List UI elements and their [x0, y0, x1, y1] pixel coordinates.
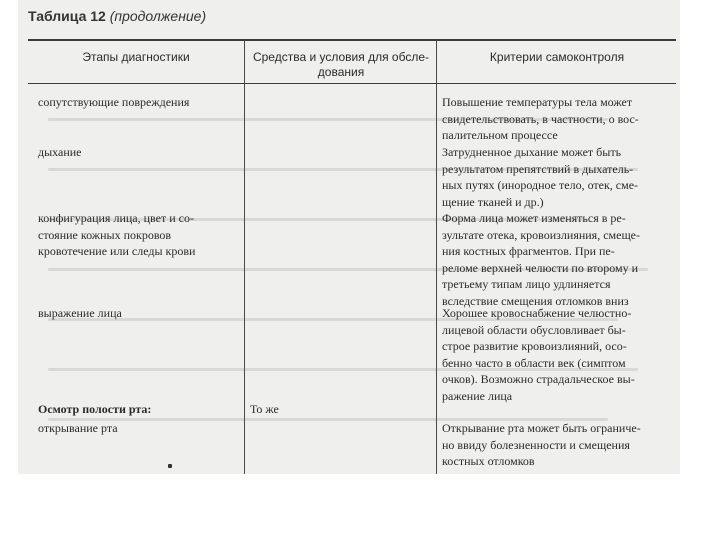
header-stages: Этапы диагностики [82, 50, 190, 64]
section-heading-cell: Осмотр полости рта: [38, 402, 152, 416]
scan-speck [168, 464, 172, 468]
means-cell: То же [250, 402, 279, 416]
criteria-cell: Повышение температуры тела может свидетельствовать, в частности, о вос- палительном процессе [442, 95, 639, 143]
header-bottom-rule [28, 83, 676, 84]
stage-cell: сопутствующие повреждения [38, 95, 190, 109]
stage-cell: открывание рта [38, 421, 118, 435]
stage-cell: дыхание [38, 145, 82, 159]
criteria-cell: Открывание рта может быть ограниче- но ввиду болезненности и смещения костных отломков [442, 421, 641, 469]
caption-subtitle: (продолжение) [109, 8, 207, 24]
criteria-cell: Форма лица может изменяться в ре- зультате отека, кровоизлияния, смеще- ния костных фрагментов. При пе- реломе верхней челюсти по второму и третьему типам лицо удлиняется вследствие смещения отломков вниз [442, 211, 641, 308]
caption-title: Таблица 12 [28, 8, 106, 24]
table-top-rule [28, 39, 676, 41]
criteria-cell: Хорошее кровоснабжение челюстно- лицевой области обусловливает бы- строе развитие кровоизлияний, осо- бенно часто в области век (симптом очков). Возможно страдальческое вы- ражение лица [442, 306, 635, 403]
table-caption [28, 8, 206, 24]
stage-cell: конфигурация лица, цвет и со- стояние кожных покровов кровотечение или следы крови [38, 211, 196, 259]
stage-cell: выражение лица [38, 306, 122, 320]
document-page [18, 0, 680, 474]
header-criteria: Критерии самоконтроля [489, 50, 625, 64]
criteria-cell: Затрудненное дыхание может быть результатом препятствий в дыхатель- ных путях (инородное тело, отек, сме- щение тканей и др.) [442, 145, 639, 209]
column-divider [244, 40, 245, 474]
header-means: Средства и условия для обсле- дования [252, 50, 430, 79]
